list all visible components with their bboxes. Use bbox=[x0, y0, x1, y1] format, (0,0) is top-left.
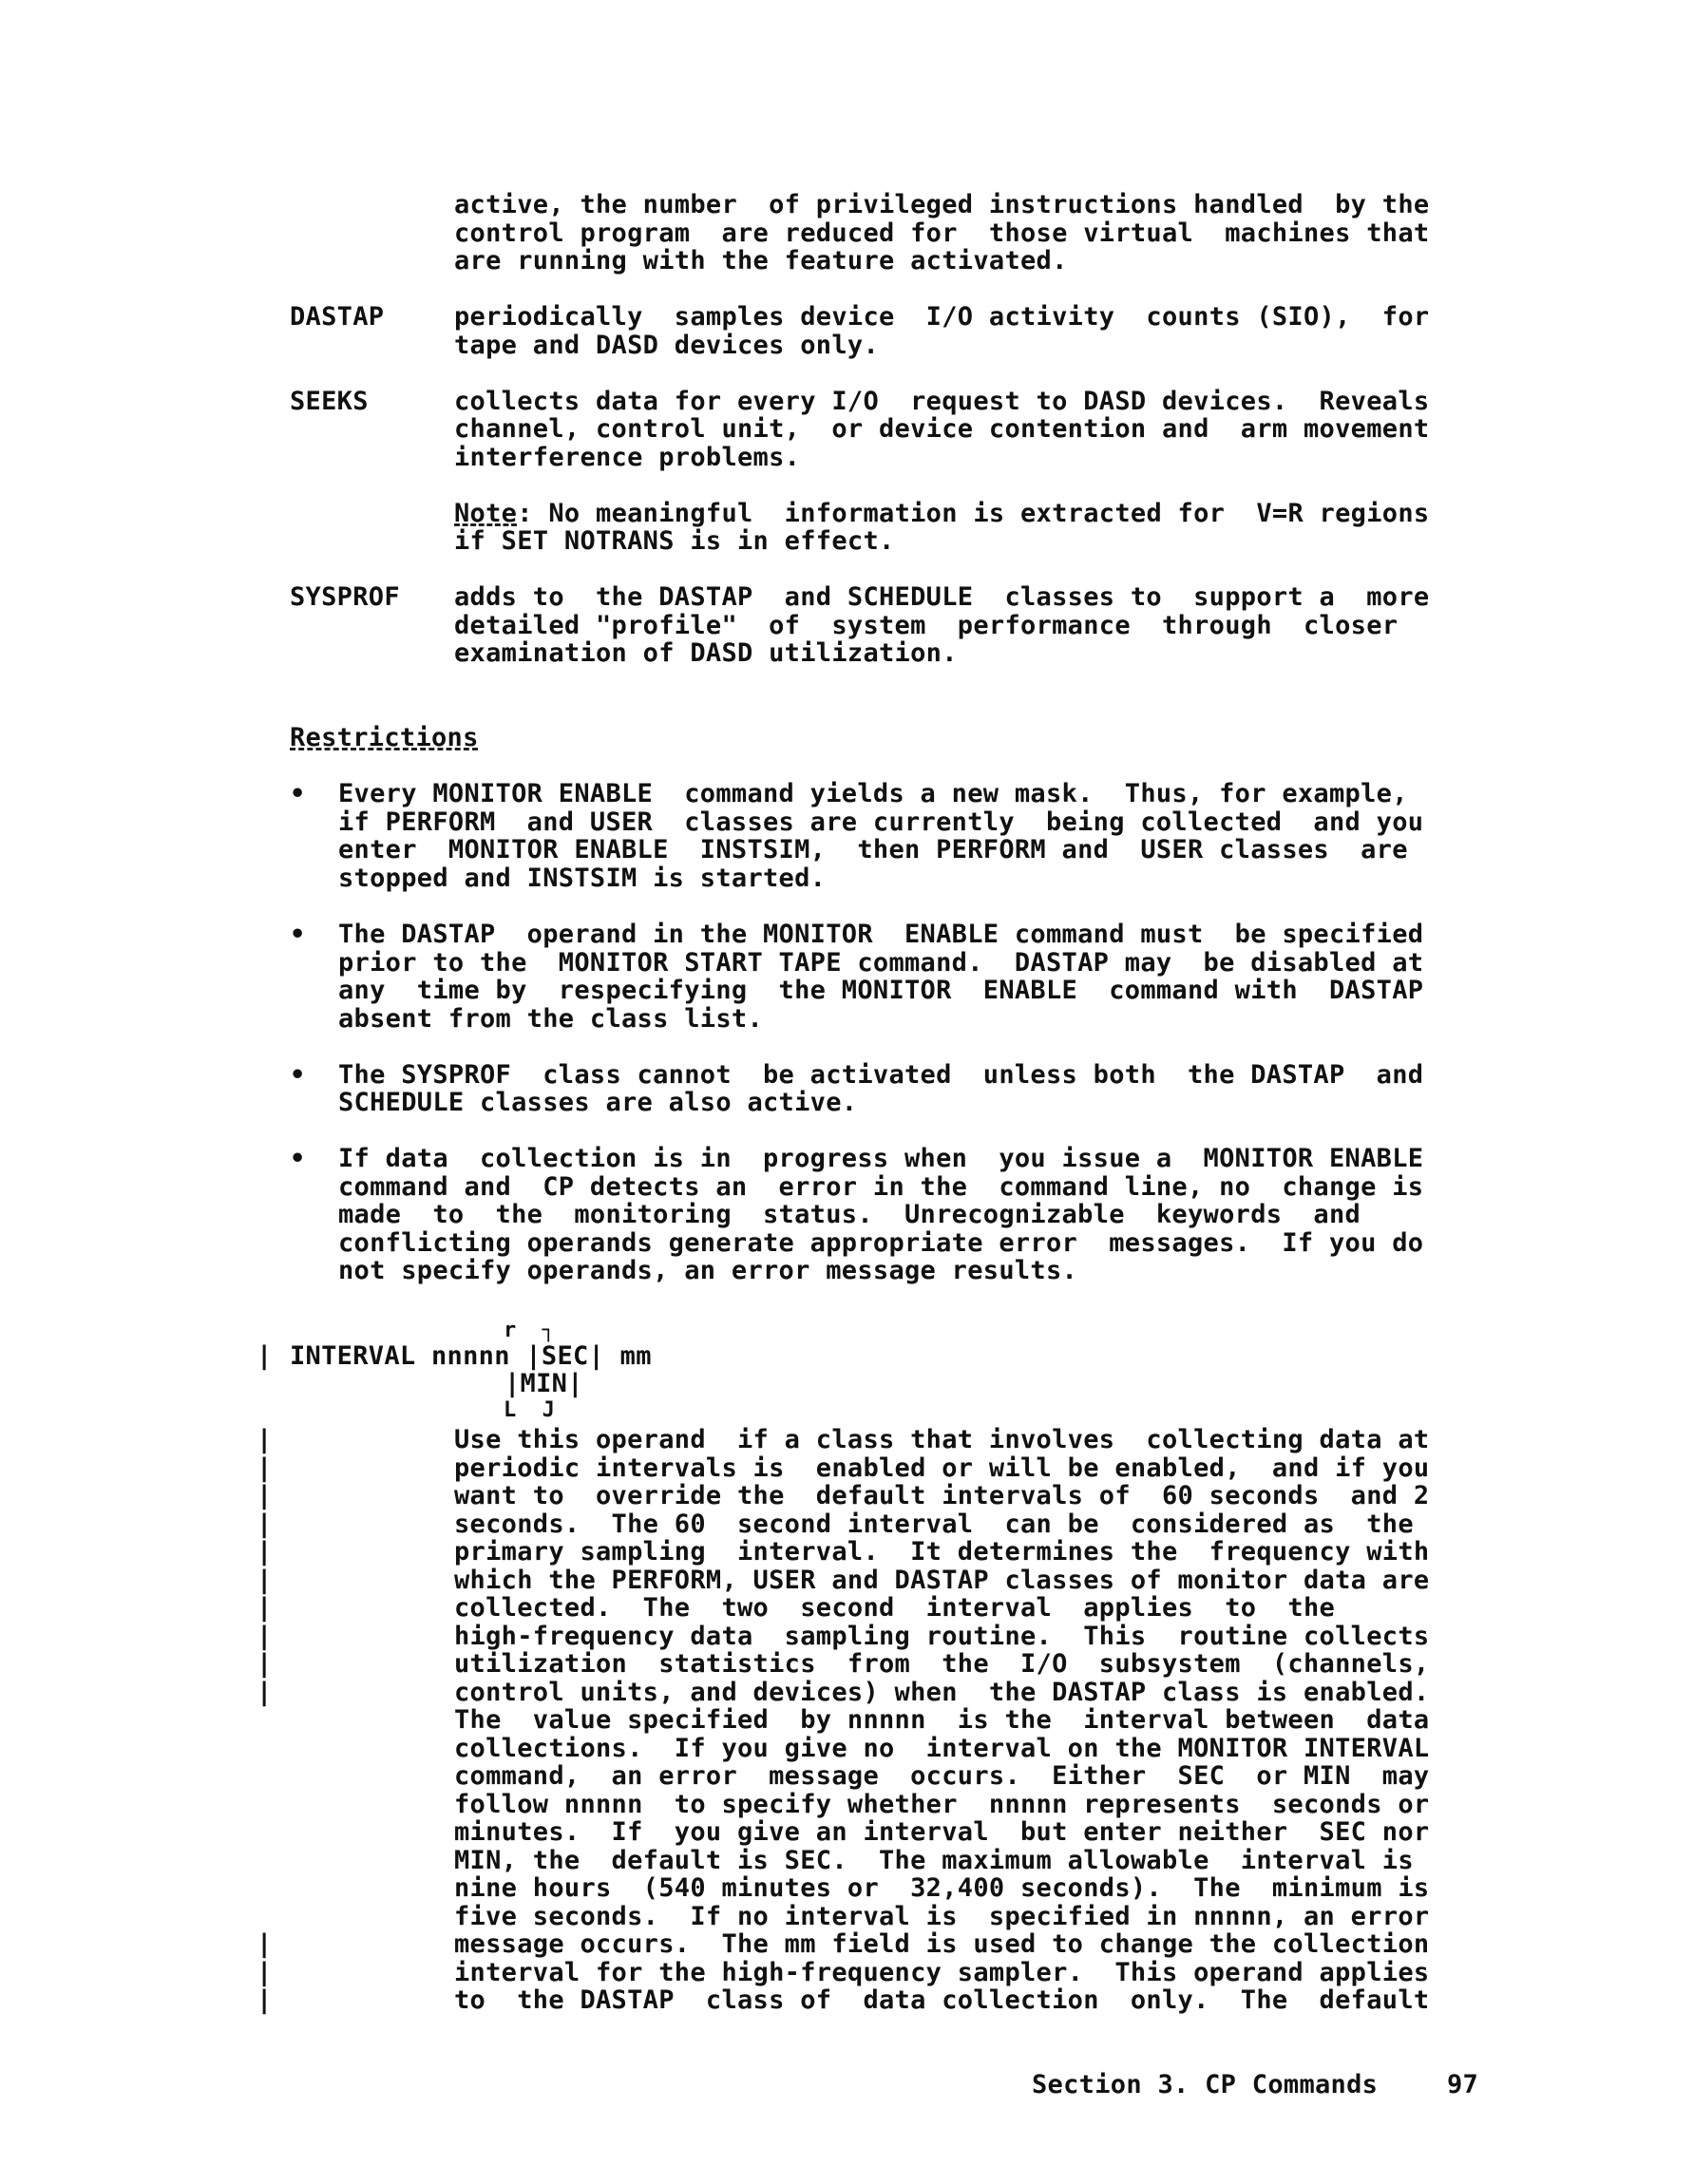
interval-line: message occurs. The mm field is used to change the collection bbox=[454, 1929, 1430, 1959]
restriction-line: If data collection is in progress when you issue a MONITOR ENABLE bbox=[338, 1144, 1424, 1173]
operand-desc-line: periodically samples device I/O activity counts (SIO), for bbox=[454, 302, 1430, 332]
bullet-icon: • bbox=[290, 1060, 306, 1090]
bullet-icon: • bbox=[290, 779, 306, 808]
interval-line: interval for the high-frequency sampler. This operand applies bbox=[454, 1958, 1430, 1987]
revision-bar: | bbox=[257, 1481, 273, 1510]
note-label: Note bbox=[454, 499, 518, 528]
revision-bar: | bbox=[257, 1929, 273, 1959]
interval-line: seconds. The 60 second interval can be considered as the bbox=[454, 1510, 1414, 1539]
interval-line: which the PERFORM, USER and DASTAP classes of monitor data are bbox=[454, 1566, 1430, 1595]
interval-line: control units, and devices) when the DASTAP class is enabled. bbox=[454, 1678, 1430, 1707]
restriction-line: The DASTAP operand in the MONITOR ENABLE command must be specified bbox=[338, 920, 1424, 949]
interval-line: follow nnnnn to specify whether nnnnn represents seconds or bbox=[454, 1790, 1430, 1819]
restriction-line: The SYSPROF class cannot be activated unless both the DASTAP and bbox=[338, 1060, 1424, 1090]
intro-line: control program are reduced for those virtual machines that bbox=[454, 218, 1430, 248]
revision-bar: | bbox=[257, 1453, 273, 1483]
revision-bar: | bbox=[257, 1341, 273, 1371]
revision-bar: | bbox=[257, 1958, 273, 1987]
restriction-line: if PERFORM and USER classes are currently being collected and you bbox=[338, 807, 1424, 837]
revision-bar: | bbox=[257, 1985, 273, 2015]
interval-line: primary sampling interval. It determines the frequency with bbox=[454, 1537, 1430, 1567]
restriction-line: stopped and INSTSIM is started. bbox=[338, 864, 827, 893]
restriction-line: enter MONITOR ENABLE INSTSIM, then PERFORM and USER classes are bbox=[338, 835, 1408, 864]
interval-line: command, an error message occurs. Either SEC or MIN may bbox=[454, 1761, 1430, 1791]
revision-bar: | bbox=[257, 1566, 273, 1595]
revision-bar: | bbox=[257, 1678, 273, 1707]
restriction-line: SCHEDULE classes are also active. bbox=[338, 1088, 858, 1117]
interval-line: nine hours (540 minutes or 32,400 seconds). The minimum is bbox=[454, 1873, 1430, 1903]
seeks-note-line: if SET NOTRANS is in effect. bbox=[454, 526, 895, 556]
restriction-line: made to the monitoring status. Unrecognizable keywords and bbox=[338, 1200, 1361, 1229]
interval-line: utilization statistics from the I/O subsystem (channels, bbox=[454, 1649, 1430, 1679]
revision-bar: | bbox=[257, 1622, 273, 1651]
operand-desc-line: channel, control unit, or device contention and arm movement bbox=[454, 414, 1430, 444]
interval-line: MIN, the default is SEC. The maximum allowable interval is bbox=[454, 1846, 1414, 1875]
note-text: : No meaningful information is extracted for V=R regions bbox=[517, 499, 1430, 528]
interval-line: minutes. If you give an interval but enter neither SEC nor bbox=[454, 1817, 1430, 1847]
interval-syntax-min: |MIN| bbox=[504, 1369, 583, 1398]
restriction-line: prior to the MONITOR START TAPE command. DASTAP may be disabled at bbox=[338, 948, 1424, 978]
interval-line: Use this operand if a class that involves collecting data at bbox=[454, 1425, 1430, 1454]
restriction-line: absent from the class list. bbox=[338, 1004, 763, 1034]
bullet-icon: • bbox=[290, 1144, 306, 1173]
revision-bar: | bbox=[257, 1510, 273, 1539]
operand-name-seeks: SEEKS bbox=[290, 387, 369, 416]
restrictions-heading: Restrictions bbox=[290, 723, 479, 752]
intro-line: are running with the feature activated. bbox=[454, 246, 1068, 275]
operand-desc-line: examination of DASD utilization. bbox=[454, 638, 958, 668]
operand-desc-line: detailed "profile" of system performance through closer bbox=[454, 611, 1399, 640]
operand-name-dastap: DASTAP bbox=[290, 302, 385, 332]
bullet-icon: • bbox=[290, 920, 306, 949]
restriction-line: command and CP detects an error in the command line, no change is bbox=[338, 1172, 1424, 1202]
revision-bar: | bbox=[257, 1649, 273, 1679]
restriction-line: Every MONITOR ENABLE command yields a new mask. Thus, for example, bbox=[338, 779, 1408, 808]
operand-desc-line: adds to the DASTAP and SCHEDULE classes to support a more bbox=[454, 582, 1430, 612]
seeks-note bbox=[454, 500, 1429, 528]
revision-bar: | bbox=[257, 1593, 273, 1623]
footer-section-title: Section 3. CP Commands bbox=[1032, 2070, 1379, 2099]
interval-line: collections. If you give no interval on the MONITOR INTERVAL bbox=[454, 1734, 1430, 1763]
restriction-line: conflicting operands generate appropriate error messages. If you do bbox=[338, 1228, 1424, 1258]
operand-name-sysprof: SYSPROF bbox=[290, 582, 400, 612]
revision-bar: | bbox=[257, 1425, 273, 1454]
operand-desc-line: collects data for every I/O request to DASD devices. Reveals bbox=[454, 387, 1430, 416]
interval-line: to the DASTAP class of data collection only. The default bbox=[454, 1985, 1430, 2015]
syntax-bracket-top: r ┐ bbox=[504, 1319, 556, 1342]
interval-syntax: INTERVAL nnnnn |SEC| mm bbox=[290, 1341, 652, 1371]
syntax-bracket-bottom: L J bbox=[504, 1398, 556, 1422]
restriction-line: any time by respecifying the MONITOR ENABLE command with DASTAP bbox=[338, 976, 1424, 1005]
page-number: 97 bbox=[1447, 2070, 1479, 2099]
interval-line: collected. The two second interval applies to the bbox=[454, 1593, 1336, 1623]
restriction-line: not specify operands, an error message results. bbox=[338, 1256, 1078, 1285]
interval-line: periodic intervals is enabled or will be enabled, and if you bbox=[454, 1453, 1430, 1483]
intro-line: active, the number of privileged instructions handled by the bbox=[454, 190, 1430, 219]
revision-bar: | bbox=[257, 1537, 273, 1567]
interval-line: The value specified by nnnnn is the interval between data bbox=[454, 1705, 1430, 1735]
operand-desc-line: tape and DASD devices only. bbox=[454, 331, 879, 360]
interval-line: want to override the default intervals of 60 seconds and 2 bbox=[454, 1481, 1430, 1510]
operand-desc-line: interference problems. bbox=[454, 443, 801, 472]
interval-line: five seconds. If no interval is specified in nnnnn, an error bbox=[454, 1902, 1430, 1931]
interval-line: high-frequency data sampling routine. This routine collects bbox=[454, 1622, 1430, 1651]
